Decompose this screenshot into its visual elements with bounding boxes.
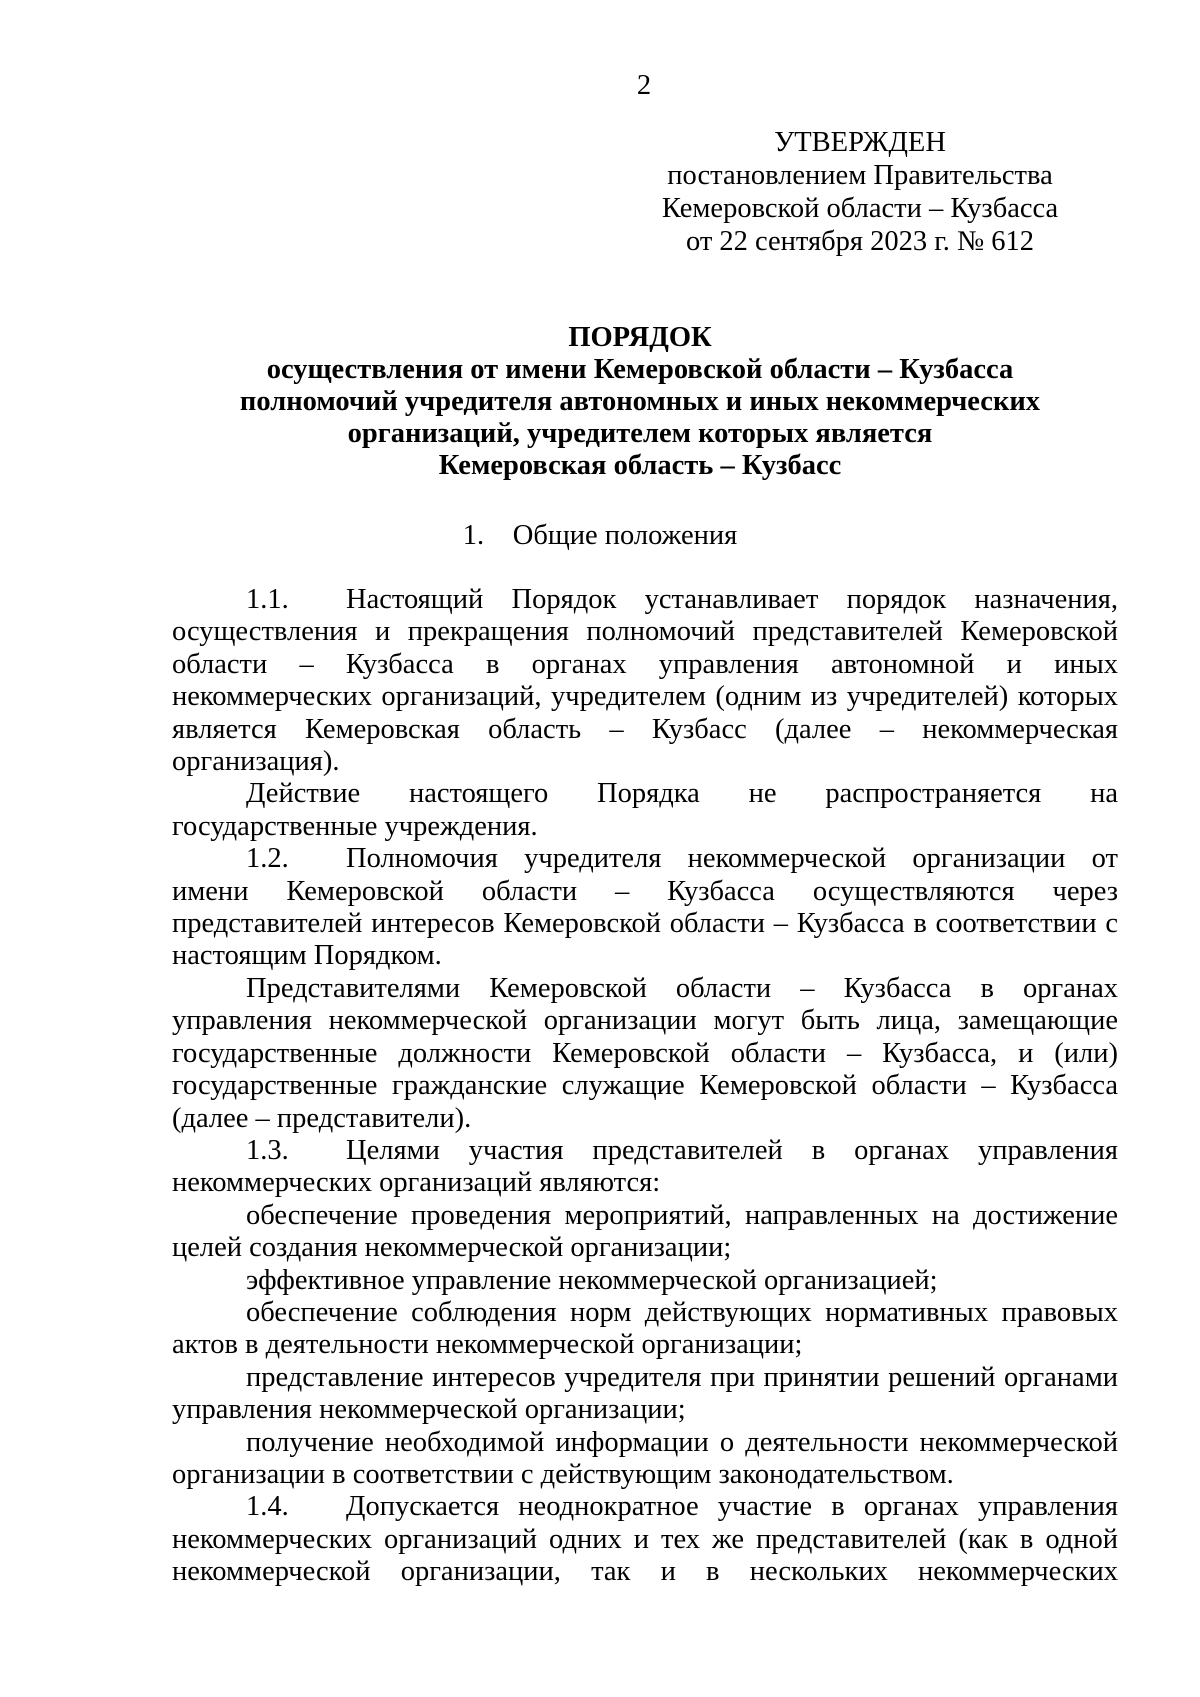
page-number: 2 bbox=[636, 70, 652, 101]
paragraph bbox=[172, 1297, 1118, 1362]
paragraph-text: Целями участия представителей в органах управления некоммерческих организаций являются: bbox=[172, 1134, 1118, 1199]
approval-line-1: УТВЕРЖДЕН bbox=[774, 127, 946, 158]
section-number: 1. bbox=[462, 520, 485, 551]
paragraph-1-4 bbox=[172, 1491, 1118, 1588]
approval-line-2: постановлением Правительства bbox=[667, 160, 1053, 191]
paragraph-text: Представителями Кемеровской области – Кузбасса в органах управления некоммерческой организации могут быть лица, замещающие государственные должности Кемеровской области – Кузбасса, и (или) государственные гражданские служащие Кемеровской области – Кузбасса (далее – представители). bbox=[172, 972, 1118, 1134]
paragraph-1-1 bbox=[172, 584, 1118, 778]
paragraph-number: 1.1. bbox=[246, 584, 289, 615]
paragraph-text: Настоящий Порядок устанавливает порядок назначения, осуществления и прекращения полномочий представителей Кемеровской области – Кузбасса в органах управления автономной и иных некоммерческих организаций, учредителем (одним из учредителей) которых является Кемеровская область – Кузбасс (далее – некоммерческая организация). bbox=[172, 584, 1118, 778]
paragraph-1-2 bbox=[172, 843, 1118, 973]
paragraph bbox=[172, 1362, 1118, 1427]
paragraph-number: 1.3. bbox=[246, 1134, 289, 1166]
document-title bbox=[200, 322, 1080, 482]
paragraph-text: Полномочия учредителя некоммерческой организации от имени Кемеровской области – Кузбасса осуществляются через представителей интересов Кемеровской области – Кузбасса в соответствии с настоящим Порядком. bbox=[172, 843, 1118, 972]
title-line-2: осуществления от имени Кемеровской области – Кузбасса bbox=[266, 354, 1014, 385]
paragraph-1-3 bbox=[172, 1135, 1118, 1200]
paragraph bbox=[172, 1200, 1118, 1265]
section-title: Общие положения bbox=[512, 520, 738, 551]
title-line-3: полномочий учредителя автономных и иных некоммерческих bbox=[239, 386, 1041, 417]
paragraph-text: представление интересов учредителя при принятии решений органами управления некоммерческой организации; bbox=[172, 1361, 1118, 1426]
approval-line-4: от 22 сентября 2023 г. № 612 bbox=[685, 226, 1035, 257]
approval-stamp bbox=[640, 126, 1080, 258]
approval-line-3: Кемеровской области – Кузбасса bbox=[661, 193, 1059, 224]
paragraph-number: 1.2. bbox=[246, 843, 289, 875]
paragraph-text: обеспечение проведения мероприятий, направленных на достижение целей создания некоммерческой организации; bbox=[172, 1199, 1118, 1264]
paragraph-text: эффективное управление некоммерческой организацией; bbox=[246, 1264, 938, 1296]
title-line-4: организаций, учредителем которых является bbox=[347, 418, 933, 449]
paragraph bbox=[172, 778, 1118, 843]
paragraph-text: Действие настоящего Порядка не распространяется на государственные учреждения. bbox=[172, 778, 1118, 842]
paragraph bbox=[172, 1265, 1118, 1297]
paragraph bbox=[172, 973, 1118, 1135]
paragraph bbox=[172, 1427, 1118, 1492]
paragraph-text: получение необходимой информации о деятельности некоммерческой организации в соответствии с действующим законодательством. bbox=[172, 1426, 1118, 1490]
title-line-5: Кемеровская область – Кузбасс bbox=[438, 450, 842, 481]
paragraph-text: обеспечение соблюдения норм действующих нормативных правовых актов в деятельности некоммерческой организации; bbox=[172, 1296, 1118, 1361]
document-body bbox=[172, 584, 1118, 1589]
section-heading bbox=[0, 520, 1200, 552]
title-line-1: ПОРЯДОК bbox=[568, 322, 712, 353]
paragraph-text: Допускается неоднократное участие в органах управления некоммерческих организаций одних и тех же представителей (как в одной некоммерческой организации, так и в нескольких некоммерческих bbox=[172, 1491, 1118, 1588]
paragraph-number: 1.4. bbox=[246, 1491, 289, 1523]
